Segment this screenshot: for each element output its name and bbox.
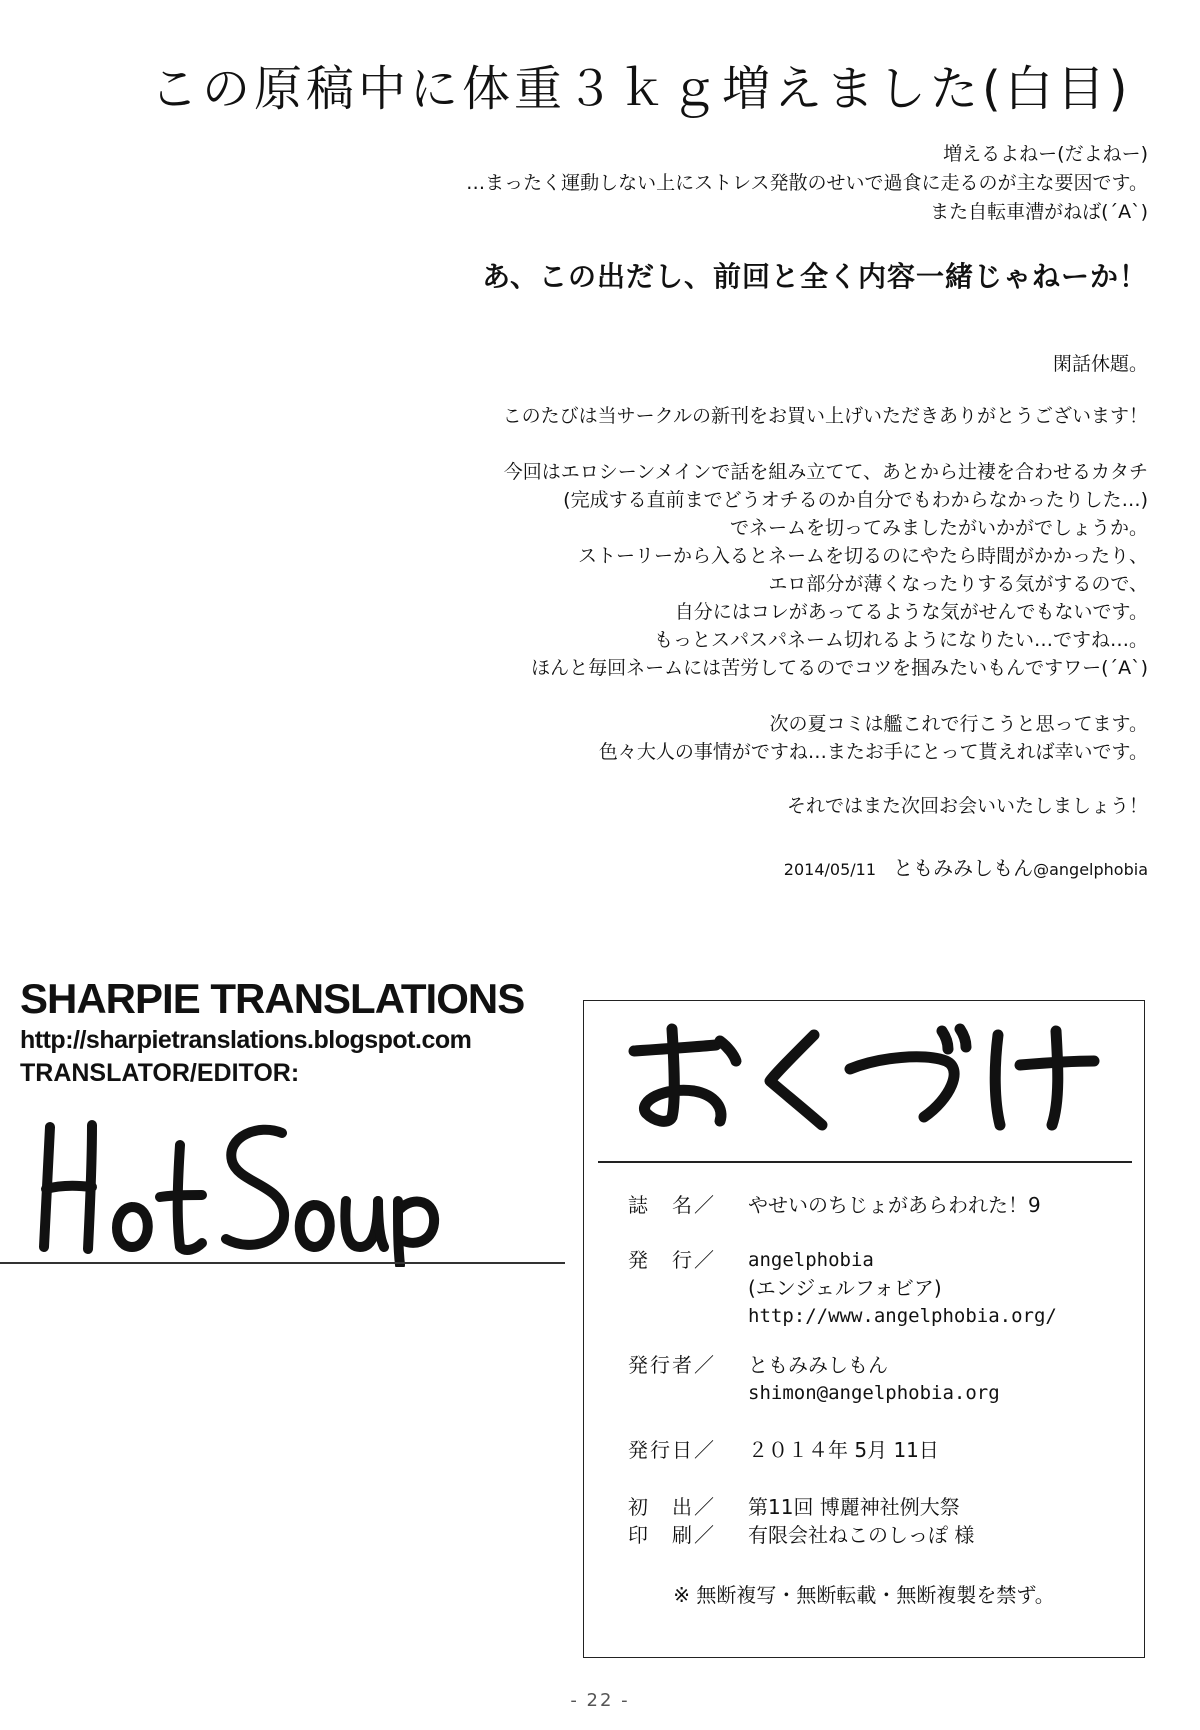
signature-author: ともみみしもん [893,856,1034,880]
colophon-value [748,1246,1128,1330]
colophon-title-logo [624,1021,1104,1131]
paragraph-line: 次の夏コミは艦これで行こうと思ってます。 [769,713,1148,735]
afterword-paragraph [787,792,1148,820]
colophon-divider [598,1161,1132,1163]
colophon-row-debut [628,1493,1128,1521]
credit-role: TRANSLATOR/EDITOR: [20,1059,300,1087]
paragraph-line: もっとスパスパネーム切れるようになりたい…ですね…。 [653,629,1148,651]
colophon-value [748,1351,1128,1407]
signature-text: Hot Soup [20,1097,25,1098]
colophon-label: 発行者／ [628,1353,716,1377]
group-name: SHARPIE TRANSLATIONS [20,975,525,1022]
paragraph-line: エロ部分が薄くなったりする気がするので、 [768,573,1148,595]
handwritten-signature [20,1097,440,1267]
paragraph-line: 自分にはコレがあってるような気がせんでもないです。 [674,601,1148,623]
colophon-label: 発 行／ [628,1248,716,1272]
colophon-value: 有限会社ねこのしっぽ 様 [748,1523,975,1547]
afterword-paragraph [503,402,1148,430]
page-number: - 22 - [570,1690,630,1711]
paragraph-line: でネームを切ってみましたがいかがでしょうか。 [729,517,1148,539]
note-line: また自転車漕がねば(´A`) [930,201,1148,223]
copyright-notice: ※ 無断複写・無断転載・無断複製を禁ず。 [673,1583,1055,1607]
afterword-paragraph [504,458,1148,682]
colophon-value-line: angelphobia [748,1249,874,1271]
signature-handle: @angelphobia [1033,860,1148,879]
paragraph-line: 今回はエロシーンメインで話を組み立てて、あとから辻褄を合わせるカタチ [503,461,1148,483]
colophon-row-publisher [628,1246,1128,1330]
paragraph-line: このたびは当サークルの新刊をお買い上げいただきありがとうございます！ [502,405,1148,427]
colophon-value-line: ともみみしもん [748,1353,888,1377]
credits-divider [0,1262,565,1264]
afterword-notes [466,140,1148,227]
colophon-label: 誌 名／ [628,1193,716,1217]
colophon-value: ２０１４年 5月 11日 [748,1438,939,1462]
colophon-value-line: (エンジェルフォビア) [748,1276,942,1300]
paragraph-line: (完成する直前までどうオチるのか自分でもわからなかったりした…) [563,489,1148,511]
colophon-title-text: おくづけ [624,1021,628,1022]
colophon-label: 印 刷／ [628,1523,716,1547]
afterword-exclaim: あ、この出だし、前回と全く内容一緒じゃねーか！ [482,260,1148,293]
colophon-row-title [628,1191,1128,1219]
colophon-row-issuer [628,1351,1128,1407]
paragraph-line: ほんと毎回ネームには苦労してるのでコツを掴みたいもんですワー(´A`) [531,657,1148,679]
translation-credits [20,975,580,1267]
colophon-value-line: shimon@angelphobia.org [748,1382,1000,1404]
afterword-paragraph [1053,350,1148,378]
afterword-headline: この原稿中に体重３ｋｇ増えました(白目) [150,61,1132,117]
signature-date: 2014/05/11 [783,860,877,879]
paragraph-line: 閑話休題。 [1052,353,1148,375]
colophon-value: 第11回 博麗神社例大祭 [748,1495,960,1519]
paragraph-line: 色々大人の事情がですね…またお手にとって貰えれば幸いです。 [598,741,1148,763]
colophon-label: 初 出／ [628,1495,716,1519]
group-url: http://sharpietranslations.blogspot.com [20,1026,472,1054]
colophon-value: やせいのちじょがあらわれた！9 [748,1193,1041,1217]
afterword-signature [784,852,1148,881]
colophon-row-date [628,1436,1128,1464]
paragraph-line: ストーリーから入るとネームを切るのにやたら時間がかかったり、 [577,545,1148,567]
colophon-label: 発行日／ [628,1438,716,1462]
paragraph-line: それではまた次回お会いいたしましょう！ [786,795,1148,817]
colophon-row-printer [628,1521,1128,1549]
colophon-box [583,1000,1145,1658]
afterword-paragraph [599,710,1148,766]
colophon-value-line: http://www.angelphobia.org/ [748,1305,1057,1327]
note-line: …まったく運動しない上にストレス発散のせいで過食に走るのが主な要因です。 [466,172,1148,194]
note-line: 増えるよねー(だよねー) [943,143,1148,165]
